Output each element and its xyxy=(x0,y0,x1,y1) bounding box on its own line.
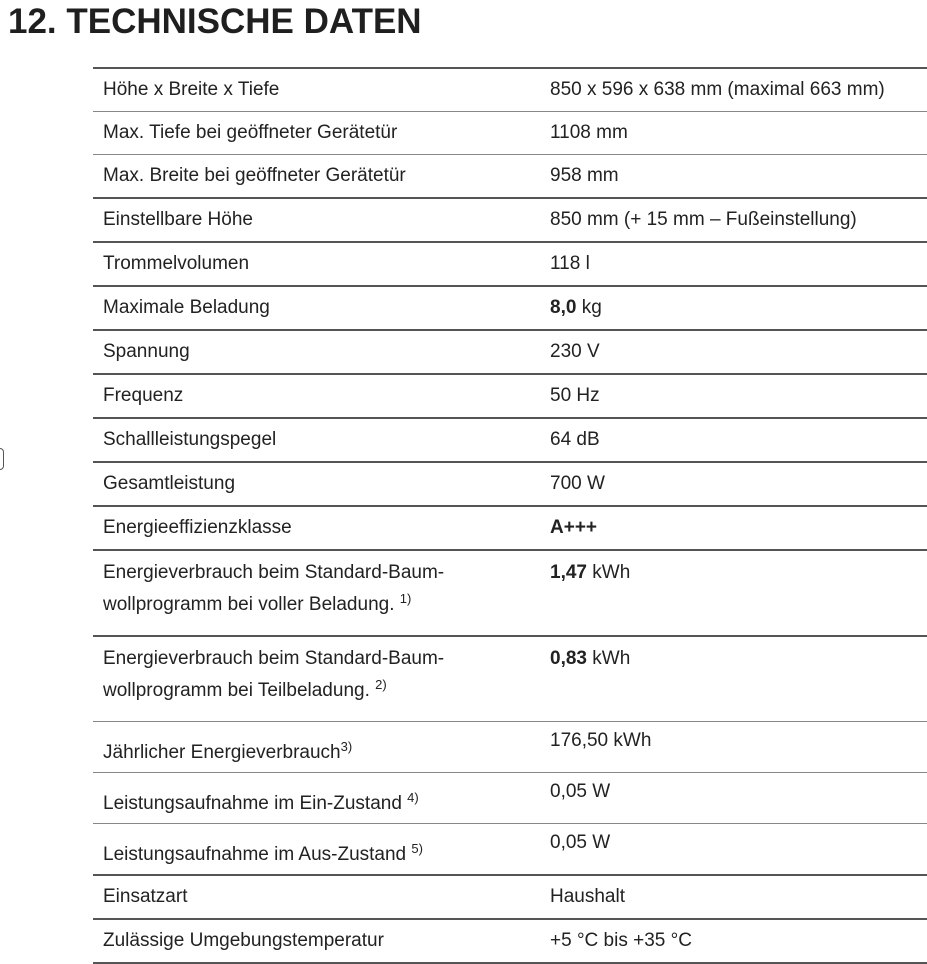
table-row xyxy=(93,330,927,374)
spec-value: 50 Hz xyxy=(550,385,600,406)
page-edge-mark xyxy=(0,448,4,470)
spec-label: Höhe x Breite x Tiefe xyxy=(103,79,280,100)
spec-label: Einstellbare Höhe xyxy=(103,209,253,230)
spec-label-line: wollprogramm bei voller Beladung. xyxy=(103,594,400,615)
spec-label: Max. Breite bei geöffneter Gerätetür xyxy=(103,165,406,186)
spec-label-text: Jährlicher Energieverbrauch xyxy=(103,742,341,763)
table-row xyxy=(93,462,927,506)
footnote-marker: 3) xyxy=(340,739,353,754)
spec-value-unit: kWh xyxy=(586,562,631,583)
spec-label: Maximale Beladung xyxy=(103,297,270,318)
spec-label: Trommelvolumen xyxy=(103,253,250,274)
spec-label: Energieeffizienzklasse xyxy=(103,517,292,538)
footnote-marker: 2) xyxy=(375,677,387,692)
footnote-marker: 4) xyxy=(407,790,419,805)
spec-value: 1108 mm xyxy=(550,122,628,143)
spec-value: 700 W xyxy=(550,473,605,494)
spec-value-number: 0,83 xyxy=(550,648,587,669)
spec-value xyxy=(550,551,927,635)
spec-value: Haushalt xyxy=(550,886,625,907)
spec-label: Zulässige Umgebungstemperatur xyxy=(103,930,384,951)
spec-value-number: 8,0 xyxy=(550,297,577,318)
spec-label: Einsatzart xyxy=(103,886,188,907)
spec-value: 0,05 W xyxy=(550,832,611,853)
table-row xyxy=(93,824,927,876)
spec-label: Schallleistungspegel xyxy=(103,429,277,450)
spec-value: 850 mm (+ 15 mm – Fußeinstellung) xyxy=(550,209,857,230)
table-row xyxy=(93,242,927,286)
table-row xyxy=(93,418,927,462)
table-row xyxy=(93,374,927,418)
spec-label-line: wollprogramm bei Teilbeladung. xyxy=(103,680,376,701)
spec-label: Max. Tiefe bei geöffneter Gerätetür xyxy=(103,122,398,143)
footnote-marker: 1) xyxy=(399,591,412,606)
table-row xyxy=(93,112,927,155)
table-row xyxy=(93,286,927,330)
table-row xyxy=(93,722,927,773)
spec-value: 0,05 W xyxy=(550,781,611,802)
spec-label xyxy=(103,824,531,874)
spec-label-text: Leistungsaufnahme im Aus-Zustand xyxy=(103,844,412,865)
table-row xyxy=(93,773,927,824)
spec-label-line: Energieverbrauch beim Standard-Baum- xyxy=(103,562,445,583)
table-row xyxy=(93,636,927,722)
spec-label xyxy=(103,551,531,635)
spec-value: 176,50 kWh xyxy=(550,730,652,751)
spec-value: 64 dB xyxy=(550,429,600,450)
table-row xyxy=(93,550,927,636)
spec-value: +5 °C bis +35 °C xyxy=(550,930,692,951)
spec-label: Frequenz xyxy=(103,385,184,406)
spec-value-unit: kWh xyxy=(586,648,631,669)
table-row xyxy=(93,875,927,919)
spec-label xyxy=(103,637,531,721)
section-title: 12. TECHNISCHE DATEN xyxy=(8,2,422,41)
technical-data-table xyxy=(93,67,927,964)
spec-value xyxy=(550,507,927,549)
table-row xyxy=(93,919,927,963)
table-row xyxy=(93,506,927,550)
spec-value xyxy=(550,287,927,329)
spec-value: 958 mm xyxy=(550,165,619,186)
footnote-marker: 5) xyxy=(411,841,423,856)
table-row xyxy=(93,155,927,199)
spec-label xyxy=(103,773,531,823)
table-row xyxy=(93,68,927,112)
spec-label-text: Leistungsaufnahme im Ein-Zustand xyxy=(103,793,408,814)
spec-value-number: A+++ xyxy=(550,517,598,538)
spec-label xyxy=(103,722,531,772)
spec-value: 230 V xyxy=(550,341,600,362)
spec-value: 118 l xyxy=(550,253,590,274)
spec-value-number: 1,47 xyxy=(550,562,587,583)
spec-label-line: Energieverbrauch beim Standard-Baum- xyxy=(103,648,445,669)
spec-value-unit: kg xyxy=(576,297,602,318)
spec-value xyxy=(550,637,927,721)
spec-label: Gesamtleistung xyxy=(103,473,236,494)
table-row xyxy=(93,198,927,242)
spec-label: Spannung xyxy=(103,341,190,362)
spec-value: 850 x 596 x 638 mm (maximal 663 mm) xyxy=(550,79,885,100)
